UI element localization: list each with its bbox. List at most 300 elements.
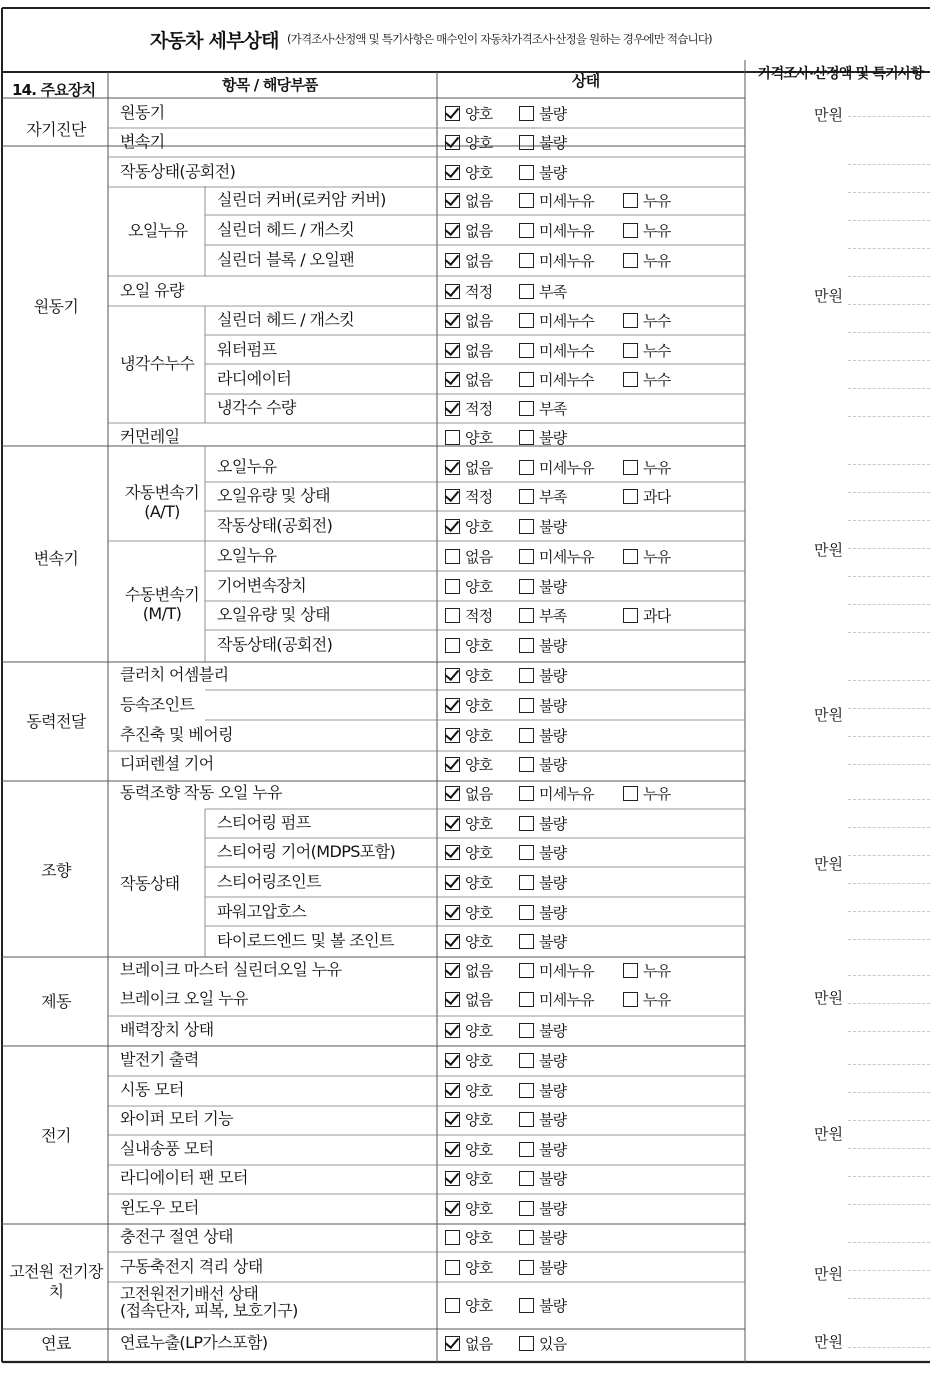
item-label-booster: 배력장치 상태 <box>120 1020 214 1039</box>
checkbox-icon[interactable] <box>519 638 534 653</box>
note-line <box>848 220 930 221</box>
item-label-hv-wire2: (접속단자, 피복, 보호기구) <box>120 1301 298 1320</box>
checkbox-icon[interactable] <box>519 1298 534 1313</box>
checkbox-icon[interactable] <box>519 1053 534 1068</box>
option-label: 누유 <box>643 547 671 566</box>
option-label: 누수 <box>643 311 671 330</box>
option-eng-op-bad[interactable] <box>519 163 566 181</box>
checkbox-icon[interactable] <box>519 1142 534 1157</box>
option-label: 불량 <box>539 1199 567 1218</box>
option-label: 양호 <box>465 873 493 892</box>
option-alternator-bad[interactable] <box>519 1051 566 1069</box>
item-label-alternator: 발전기 출력 <box>120 1050 199 1069</box>
item-label-mt-gear: 기어변속장치 <box>217 576 307 595</box>
option-steer-gear-bad[interactable] <box>519 843 566 861</box>
option-hv-wire1-bad[interactable] <box>519 1296 566 1314</box>
item-label-wiper: 와이퍼 모터 기능 <box>120 1109 233 1128</box>
option-steer-pump-good[interactable] <box>445 814 492 832</box>
checkbox-icon[interactable] <box>519 284 534 299</box>
checkbox-icon[interactable] <box>445 430 460 445</box>
option-label: 미세누유 <box>539 221 594 240</box>
option-label: 없음 <box>465 961 493 980</box>
note-line <box>848 164 930 165</box>
option-booster-good[interactable] <box>445 1021 492 1039</box>
checkbox-icon[interactable] <box>519 757 534 772</box>
note-line <box>848 1031 930 1032</box>
note-line <box>848 1204 930 1205</box>
checkbox-icon[interactable] <box>519 1171 534 1186</box>
option-cyl-head-oil-minor-oil[interactable] <box>519 221 594 239</box>
option-ps-oil-oil[interactable] <box>623 784 670 802</box>
checked-checkbox-icon[interactable] <box>445 519 460 534</box>
note-line <box>848 548 930 549</box>
option-mt-op-bad[interactable] <box>519 636 566 654</box>
option-cyl-head-water-none[interactable] <box>445 311 492 329</box>
subgroup-operation-state: 작동상태 <box>120 874 180 893</box>
option-common-rail-good[interactable] <box>445 428 492 446</box>
checkbox-icon[interactable] <box>623 253 638 268</box>
price-unit-label[interactable]: 만원 <box>814 106 843 124</box>
option-label: 부족 <box>539 282 567 301</box>
note-line <box>848 464 930 465</box>
checkbox-icon[interactable] <box>623 343 638 358</box>
note-line <box>848 1148 930 1149</box>
option-sd-engine-bad[interactable] <box>519 104 566 122</box>
checked-checkbox-icon[interactable] <box>445 401 460 416</box>
checked-checkbox-icon[interactable] <box>445 193 460 208</box>
option-mt-oil-level-short[interactable] <box>519 606 566 624</box>
checkbox-icon[interactable] <box>623 963 638 978</box>
checked-checkbox-icon[interactable] <box>445 1112 460 1127</box>
option-label: 양호 <box>465 517 493 536</box>
checkbox-icon[interactable] <box>519 1260 534 1275</box>
checked-checkbox-icon[interactable] <box>445 875 460 890</box>
note-line <box>848 1347 930 1348</box>
item-label-mt-oil-level: 오일유량 및 상태 <box>217 605 330 624</box>
option-radiator-minor-water[interactable] <box>519 370 594 388</box>
option-cyl-head-oil-none[interactable] <box>445 221 492 239</box>
option-starter-good[interactable] <box>445 1081 492 1099</box>
option-cv-joint-good[interactable] <box>445 696 492 714</box>
option-at-oil-level-short[interactable] <box>519 487 566 505</box>
note-line <box>848 520 930 521</box>
option-cyl-block-none[interactable] <box>445 251 492 269</box>
option-label: 양호 <box>465 755 493 774</box>
option-hv-wire1-good[interactable] <box>445 1296 492 1314</box>
option-label: 양호 <box>465 1199 493 1218</box>
option-label: 불량 <box>539 666 567 685</box>
option-label: 미세누수 <box>539 341 594 360</box>
option-at-oil-level-proper[interactable] <box>445 487 492 505</box>
category-high-voltage: 고전원 전기장치 <box>9 1262 103 1301</box>
option-label: 과다 <box>643 606 671 625</box>
option-at-op-bad[interactable] <box>519 517 566 535</box>
checked-checkbox-icon[interactable] <box>445 489 460 504</box>
price-unit-label[interactable]: 만원 <box>814 541 843 559</box>
checkbox-icon[interactable] <box>519 1230 534 1245</box>
checkbox-icon[interactable] <box>519 786 534 801</box>
option-steer-joint-bad[interactable] <box>519 873 566 891</box>
checkbox-icon[interactable] <box>519 372 534 387</box>
checked-checkbox-icon[interactable] <box>445 343 460 358</box>
checked-checkbox-icon[interactable] <box>445 845 460 860</box>
option-mt-oil-level-excess[interactable] <box>623 606 670 624</box>
option-oil-level-short[interactable] <box>519 282 566 300</box>
checked-checkbox-icon[interactable] <box>445 313 460 328</box>
option-fan-bad[interactable] <box>519 1169 566 1187</box>
checked-checkbox-icon[interactable] <box>445 1142 460 1157</box>
option-at-op-good[interactable] <box>445 517 492 535</box>
price-unit-label[interactable]: 만원 <box>814 1265 843 1283</box>
option-blower-bad[interactable] <box>519 1140 566 1158</box>
price-unit-label[interactable]: 만원 <box>814 1125 843 1143</box>
option-water-pump-minor-water[interactable] <box>519 341 594 359</box>
option-booster-bad[interactable] <box>519 1021 566 1039</box>
checkbox-icon[interactable] <box>445 608 460 623</box>
option-coolant-level-short[interactable] <box>519 399 566 417</box>
checked-checkbox-icon[interactable] <box>445 1336 460 1351</box>
price-unit-label[interactable]: 만원 <box>814 855 843 873</box>
option-cv-joint-bad[interactable] <box>519 696 566 714</box>
option-clutch-bad[interactable] <box>519 666 566 684</box>
checkbox-icon[interactable] <box>519 489 534 504</box>
option-brake-master-none[interactable] <box>445 961 492 979</box>
checked-checkbox-icon[interactable] <box>445 786 460 801</box>
item-label-cyl-head-oil: 실린더 헤드 / 개스킷 <box>217 220 355 239</box>
option-label: 누유 <box>643 990 671 1009</box>
checkbox-icon[interactable] <box>623 193 638 208</box>
checkbox-icon[interactable] <box>623 313 638 328</box>
option-common-rail-bad[interactable] <box>519 428 566 446</box>
option-clutch-good[interactable] <box>445 666 492 684</box>
option-cyl-block-minor-oil[interactable] <box>519 251 594 269</box>
option-prop-shaft-bad[interactable] <box>519 726 566 744</box>
option-label: 불량 <box>539 755 567 774</box>
checkbox-icon[interactable] <box>519 165 534 180</box>
checked-checkbox-icon[interactable] <box>445 1171 460 1186</box>
option-label: 양호 <box>465 1169 493 1188</box>
option-label: 없음 <box>465 221 493 240</box>
checked-checkbox-icon[interactable] <box>445 698 460 713</box>
checkbox-icon[interactable] <box>519 963 534 978</box>
option-ps-oil-minor-oil[interactable] <box>519 784 594 802</box>
option-label: 양호 <box>465 163 493 182</box>
checkbox-icon[interactable] <box>623 223 638 238</box>
option-label: 누유 <box>643 784 671 803</box>
checkbox-icon[interactable] <box>519 608 534 623</box>
option-cyl-head-water-minor-water[interactable] <box>519 311 594 329</box>
checkbox-icon[interactable] <box>519 313 534 328</box>
option-diff-good[interactable] <box>445 755 492 773</box>
option-label: 부족 <box>539 606 567 625</box>
option-label: 양호 <box>465 932 493 951</box>
option-cyl-cover-oil[interactable] <box>623 191 670 209</box>
option-label: 누수 <box>643 341 671 360</box>
option-window-bad[interactable] <box>519 1199 566 1217</box>
option-label: 양호 <box>465 1051 493 1070</box>
checked-checkbox-icon[interactable] <box>445 1023 460 1038</box>
subgroup-manual-transmission: 수동변속기 (M/T) <box>124 585 200 623</box>
option-brake-oil-none[interactable] <box>445 990 492 1008</box>
category-fuel: 연료 <box>41 1334 71 1353</box>
item-label-window: 윈도우 모터 <box>120 1198 199 1217</box>
checkbox-icon[interactable] <box>519 253 534 268</box>
option-power-hose-bad[interactable] <box>519 903 566 921</box>
item-label-cv-joint: 등속조인트 <box>120 695 195 714</box>
option-battery-iso-bad[interactable] <box>519 1258 566 1276</box>
option-label: 누수 <box>643 370 671 389</box>
option-radiator-none[interactable] <box>445 370 492 388</box>
option-battery-iso-good[interactable] <box>445 1258 492 1276</box>
option-brake-oil-minor-oil[interactable] <box>519 990 594 1008</box>
item-label-steer-pump: 스티어링 펌프 <box>217 813 311 832</box>
option-mt-gear-bad[interactable] <box>519 577 566 595</box>
checkbox-icon[interactable] <box>623 992 638 1007</box>
option-label: 불량 <box>539 1296 567 1315</box>
option-water-pump-none[interactable] <box>445 341 492 359</box>
option-label: 누유 <box>643 191 671 210</box>
checkbox-icon[interactable] <box>519 430 534 445</box>
item-label-at-oil-leak: 오일누유 <box>217 457 277 476</box>
option-mt-op-good[interactable] <box>445 636 492 654</box>
checkbox-icon[interactable] <box>623 608 638 623</box>
option-oil-level-proper[interactable] <box>445 282 492 300</box>
note-line <box>848 911 930 912</box>
option-label: 미세누유 <box>539 961 594 980</box>
checkbox-icon[interactable] <box>519 698 534 713</box>
checked-checkbox-icon[interactable] <box>445 905 460 920</box>
checkbox-icon[interactable] <box>445 1260 460 1275</box>
note-line <box>848 736 930 737</box>
checked-checkbox-icon[interactable] <box>445 963 460 978</box>
note-line <box>848 360 930 361</box>
checked-checkbox-icon[interactable] <box>445 135 460 150</box>
option-eng-op-good[interactable] <box>445 163 492 181</box>
checkbox-icon[interactable] <box>519 934 534 949</box>
option-at-oil-leak-oil[interactable] <box>623 458 670 476</box>
checkbox-icon[interactable] <box>519 1023 534 1038</box>
note-line <box>848 883 930 884</box>
note-line <box>848 304 930 305</box>
checkbox-icon[interactable] <box>519 1112 534 1127</box>
checkbox-icon[interactable] <box>519 668 534 683</box>
option-starter-bad[interactable] <box>519 1081 566 1099</box>
checkbox-icon[interactable] <box>519 460 534 475</box>
checked-checkbox-icon[interactable] <box>445 165 460 180</box>
option-label: 양호 <box>465 104 493 123</box>
option-cyl-head-oil-oil[interactable] <box>623 221 670 239</box>
checkbox-icon[interactable] <box>623 786 638 801</box>
price-unit-label[interactable]: 만원 <box>814 706 843 724</box>
checkbox-icon[interactable] <box>519 1201 534 1216</box>
option-label: 양호 <box>465 1228 493 1247</box>
option-steer-joint-good[interactable] <box>445 873 492 891</box>
option-mt-oil-leak-none[interactable] <box>445 547 492 565</box>
option-label: 적정 <box>465 606 493 625</box>
option-charge-insul-bad[interactable] <box>519 1228 566 1246</box>
checked-checkbox-icon[interactable] <box>445 223 460 238</box>
checkbox-icon[interactable] <box>623 549 638 564</box>
column-header-state: 상태 <box>572 72 600 90</box>
checkbox-icon[interactable] <box>519 992 534 1007</box>
checkbox-icon[interactable] <box>519 816 534 831</box>
checkbox-icon[interactable] <box>519 728 534 743</box>
option-fan-good[interactable] <box>445 1169 492 1187</box>
option-prop-shaft-good[interactable] <box>445 726 492 744</box>
checked-checkbox-icon[interactable] <box>445 460 460 475</box>
option-label: 양호 <box>465 1296 493 1315</box>
checkbox-icon[interactable] <box>519 579 534 594</box>
checked-checkbox-icon[interactable] <box>445 106 460 121</box>
checked-checkbox-icon[interactable] <box>445 1083 460 1098</box>
item-label-power-hose: 파워고압호스 <box>217 902 307 921</box>
option-coolant-level-proper[interactable] <box>445 399 492 417</box>
option-label: 불량 <box>539 1169 567 1188</box>
option-brake-master-oil[interactable] <box>623 961 670 979</box>
option-diff-bad[interactable] <box>519 755 566 773</box>
item-label-ps-oil: 동력조향 작동 오일 누유 <box>120 783 283 802</box>
note-line <box>848 708 930 709</box>
checkbox-icon[interactable] <box>519 135 534 150</box>
option-label: 불량 <box>539 726 567 745</box>
option-label: 양호 <box>465 1110 493 1129</box>
page-title: 자동차 세부상태 <box>150 30 279 52</box>
option-tie-rod-good[interactable] <box>445 932 492 950</box>
checkbox-icon[interactable] <box>623 460 638 475</box>
checked-checkbox-icon[interactable] <box>445 992 460 1007</box>
price-unit-label[interactable]: 만원 <box>814 287 843 305</box>
option-steer-gear-good[interactable] <box>445 843 492 861</box>
item-label-oil-level: 오일 유량 <box>120 281 184 300</box>
option-mt-gear-good[interactable] <box>445 577 492 595</box>
checkbox-icon[interactable] <box>519 193 534 208</box>
option-cyl-block-oil[interactable] <box>623 251 670 269</box>
checkbox-icon[interactable] <box>519 343 534 358</box>
item-label-steer-joint: 스티어링조인트 <box>217 872 321 891</box>
option-radiator-water[interactable] <box>623 370 670 388</box>
checkbox-icon[interactable] <box>445 579 460 594</box>
checkbox-icon[interactable] <box>445 1230 460 1245</box>
checked-checkbox-icon[interactable] <box>445 1201 460 1216</box>
checked-checkbox-icon[interactable] <box>445 728 460 743</box>
price-unit-label[interactable]: 만원 <box>814 989 843 1007</box>
option-lpg-none[interactable] <box>445 1334 492 1352</box>
note-line <box>848 1270 930 1271</box>
option-sd-trans-good[interactable] <box>445 133 492 151</box>
option-label: 미세누유 <box>539 251 594 270</box>
option-at-oil-leak-minor-oil[interactable] <box>519 458 594 476</box>
checkbox-icon[interactable] <box>623 372 638 387</box>
option-cyl-cover-none[interactable] <box>445 191 492 209</box>
note-line <box>848 1003 930 1004</box>
option-label: 양호 <box>465 1021 493 1040</box>
option-cyl-cover-minor-oil[interactable] <box>519 191 594 209</box>
checkbox-icon[interactable] <box>445 549 460 564</box>
option-water-pump-water[interactable] <box>623 341 670 359</box>
checked-checkbox-icon[interactable] <box>445 284 460 299</box>
option-power-hose-good[interactable] <box>445 903 492 921</box>
option-label: 불량 <box>539 163 567 182</box>
option-mt-oil-level-proper[interactable] <box>445 606 492 624</box>
option-label: 불량 <box>539 517 567 536</box>
checked-checkbox-icon[interactable] <box>445 757 460 772</box>
option-at-oil-leak-none[interactable] <box>445 458 492 476</box>
price-unit-label[interactable]: 만원 <box>814 1333 843 1351</box>
checkbox-icon[interactable] <box>519 223 534 238</box>
checked-checkbox-icon[interactable] <box>445 816 460 831</box>
checkbox-icon[interactable] <box>519 106 534 121</box>
option-mt-oil-leak-oil[interactable] <box>623 547 670 565</box>
option-label: 불량 <box>539 1081 567 1100</box>
item-label-water-pump: 워터펌프 <box>217 340 277 359</box>
checkbox-icon[interactable] <box>519 519 534 534</box>
note-line <box>848 416 930 417</box>
checkbox-icon[interactable] <box>623 489 638 504</box>
option-label: 부족 <box>539 487 567 506</box>
option-ps-oil-none[interactable] <box>445 784 492 802</box>
checked-checkbox-icon[interactable] <box>445 372 460 387</box>
option-tie-rod-bad[interactable] <box>519 932 566 950</box>
note-line <box>848 632 930 633</box>
option-label: 과다 <box>643 487 671 506</box>
option-charge-insul-good[interactable] <box>445 1228 492 1246</box>
option-lpg-exists[interactable] <box>519 1334 566 1352</box>
checkbox-icon[interactable] <box>519 845 534 860</box>
note-line <box>848 1298 930 1299</box>
checkbox-icon[interactable] <box>519 549 534 564</box>
checkbox-icon[interactable] <box>519 875 534 890</box>
subgroup-oil-leak: 오일누유 <box>128 221 188 240</box>
option-cyl-head-water-water[interactable] <box>623 311 670 329</box>
option-steer-pump-bad[interactable] <box>519 814 566 832</box>
checkbox-icon[interactable] <box>519 905 534 920</box>
option-alternator-good[interactable] <box>445 1051 492 1069</box>
option-label: 불량 <box>539 873 567 892</box>
item-label-hv-wire1: 고전원전기배선 상태 (접속단자, 피복, 보호기구) <box>120 1284 298 1320</box>
note-line <box>848 492 930 493</box>
option-brake-oil-oil[interactable] <box>623 990 670 1008</box>
option-label: 양호 <box>465 666 493 685</box>
option-label: 양호 <box>465 726 493 745</box>
option-at-oil-level-excess[interactable] <box>623 487 670 505</box>
checked-checkbox-icon[interactable] <box>445 253 460 268</box>
category-power-transmission: 동력전달 <box>26 712 86 731</box>
option-label: 없음 <box>465 191 493 210</box>
item-label-at-op: 작동상태(공회전) <box>217 516 333 535</box>
option-label: 없음 <box>465 1334 493 1353</box>
checked-checkbox-icon[interactable] <box>445 1053 460 1068</box>
checked-checkbox-icon[interactable] <box>445 934 460 949</box>
checkbox-icon[interactable] <box>445 638 460 653</box>
option-label: 부족 <box>539 399 567 418</box>
option-window-good[interactable] <box>445 1199 492 1217</box>
checkbox-icon[interactable] <box>519 1083 534 1098</box>
checkbox-icon[interactable] <box>519 1336 534 1351</box>
option-brake-master-minor-oil[interactable] <box>519 961 594 979</box>
column-header-section: 14. 주요장치 <box>12 81 96 99</box>
checkbox-icon[interactable] <box>445 1298 460 1313</box>
option-blower-good[interactable] <box>445 1140 492 1158</box>
option-label: 양호 <box>465 133 493 152</box>
option-sd-engine-good[interactable] <box>445 104 492 122</box>
option-wiper-good[interactable] <box>445 1110 492 1128</box>
checkbox-icon[interactable] <box>519 401 534 416</box>
option-wiper-bad[interactable] <box>519 1110 566 1128</box>
option-mt-oil-leak-minor-oil[interactable] <box>519 547 594 565</box>
checked-checkbox-icon[interactable] <box>445 668 460 683</box>
option-label: 불량 <box>539 636 567 655</box>
option-sd-trans-bad[interactable] <box>519 133 566 151</box>
